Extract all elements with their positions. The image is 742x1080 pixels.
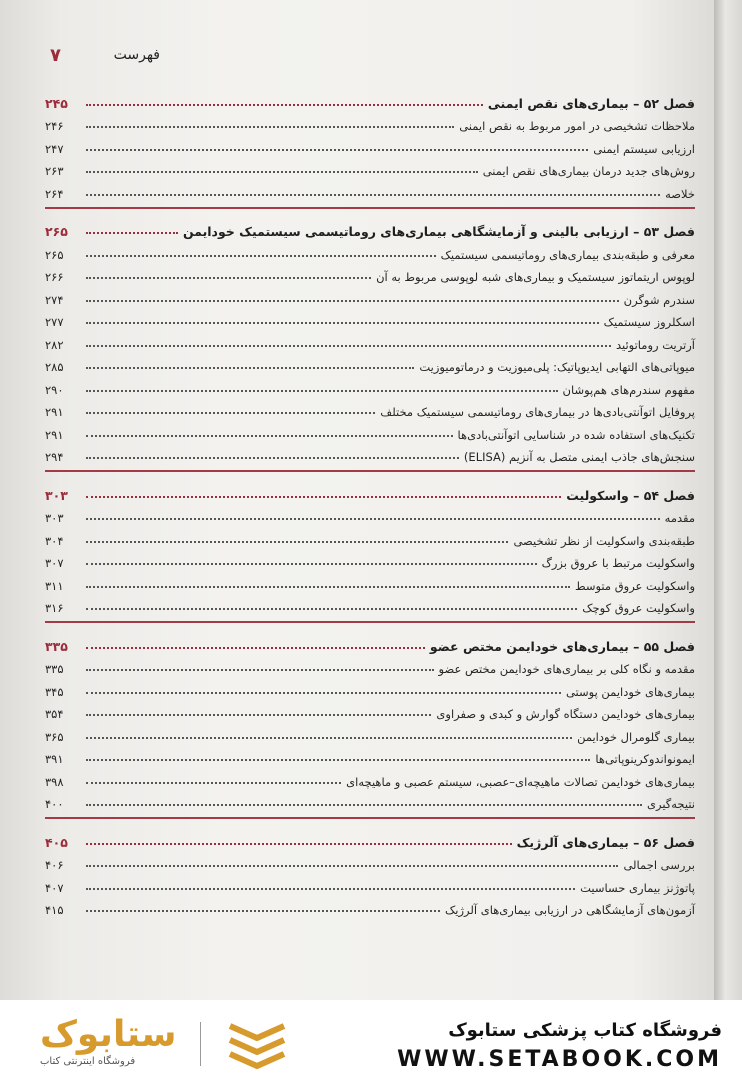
chapter-separator: [45, 621, 695, 623]
dot-leader: [86, 345, 611, 347]
toc-entry-page: ۲۸۵: [45, 360, 64, 374]
adjacent-page-edge: [714, 0, 742, 1000]
dot-leader: [86, 390, 558, 392]
toc-entry-page: ۲۴۷: [45, 141, 64, 156]
toc-entry-page: ۲۹۰: [45, 382, 64, 397]
book-stack-icon: [226, 1018, 288, 1070]
toc-entry: [45, 397, 695, 420]
dot-leader: [86, 457, 459, 459]
toc-entry-page: ۳۴۵: [45, 684, 64, 699]
dot-leader: [86, 171, 478, 173]
toc-entry: [45, 654, 695, 677]
dot-leader: [86, 759, 590, 761]
toc-entry: [45, 789, 695, 812]
toc-entry: [45, 307, 695, 330]
toc-entry-page: ۳۰۷: [45, 556, 64, 570]
dot-leader: [86, 843, 512, 845]
toc-entry: [45, 721, 695, 744]
toc-entry-title: مفهوم سندرم‌های هم‌پوشان: [562, 382, 695, 397]
toc-entry: [45, 133, 695, 156]
toc-entry-title: مقدمه: [664, 511, 695, 525]
toc-entry-title: مقدمه و نگاه کلی بر بیماری‌های خودایمن مختص عضو: [438, 662, 695, 676]
toc-entry-page: ۳۵۴: [45, 707, 64, 721]
toc-entry: [45, 699, 695, 722]
toc-entry: [45, 676, 695, 699]
toc-entry-page: ۲۹۱: [45, 405, 64, 419]
chapter-heading-title: فصل ۵۵ – بیماری‌های خودایمن مختص عضو: [429, 638, 695, 654]
toc-entry-page: ۲۴۶: [45, 119, 64, 133]
toc-entry-page: ۳۹۱: [45, 752, 64, 766]
toc-entry-page: ۳۹۸: [45, 774, 64, 789]
toc-entry-page: ۲۷۷: [45, 315, 64, 329]
chapter-heading: [45, 827, 695, 850]
toc-entry-page: ۴۱۵: [45, 903, 64, 917]
store-banner: [0, 1000, 742, 1080]
toc-entry: [45, 419, 695, 442]
toc-entry-title: ملاحظات تشخیصی در امور مربوط به نقص ایمنی: [459, 119, 695, 133]
chapter-heading: [45, 217, 695, 240]
dot-leader: [86, 804, 642, 806]
toc-entry: [45, 850, 695, 873]
toc-entry-title: نتیجه‌گیری: [646, 797, 695, 811]
toc-entry-title: معرفی و طبقه‌بندی بیماری‌های روماتیسمی سیستمیک: [440, 247, 695, 262]
toc-entry-page: ۳۰۳: [45, 511, 64, 525]
chapter-heading-title: فصل ۵۳ – ارزیابی بالینی و آزمایشگاهی بیماری‌های روماتیسمی سیستمیک خودایمن: [182, 224, 695, 239]
chapter-heading-page: ۲۴۵: [45, 95, 68, 111]
toc-entry: [45, 744, 695, 767]
dot-leader: [86, 888, 575, 890]
toc-entry-title: بیماری‌های خودایمن دستگاه گوارش و کبدی و صفراوی: [436, 707, 695, 721]
dot-leader: [86, 255, 436, 257]
toc-entry-title: طبقه‌بندی واسکولیت از نظر تشخیصی: [513, 533, 695, 548]
toc-entry-title: سنجش‌های جاذب ایمنی متصل به آنزیم (ELISA): [463, 450, 695, 464]
chapter-heading: [45, 631, 695, 654]
toc-entry-page: ۳۶۵: [45, 729, 64, 744]
toc-entry-page: ۴۰۰: [45, 797, 64, 811]
toc-entry-title: روش‌های جدید درمان بیماری‌های نقص ایمنی: [482, 164, 695, 178]
toc-entry: [45, 442, 695, 465]
toc-entry-page: ۲۷۴: [45, 292, 64, 307]
toc-entry: [45, 178, 695, 201]
toc-entry-title: خلاصه: [665, 186, 695, 201]
chapter-heading-page: ۳۰۳: [45, 487, 68, 503]
toc-entry-page: ۴۰۷: [45, 880, 64, 895]
toc-entry: [45, 374, 695, 397]
dot-leader: [86, 692, 561, 694]
toc-entry-title: بیماری‌های خودایمن تصالات ماهیچه‌ای–عصبی، سیستم عصبی و ماهیچه‌ای: [346, 774, 695, 789]
toc-entry: [45, 525, 695, 548]
dot-leader: [86, 496, 561, 498]
chapter-separator: [45, 470, 695, 472]
toc-entry-title: اسکلروز سیستمیک: [603, 315, 695, 329]
toc-entry: [45, 352, 695, 375]
dot-leader: [86, 647, 425, 649]
toc-entry: [45, 895, 695, 918]
toc-entry-title: لوپوس اریتماتوز سیستمیک و بیماری‌های شبه لوپوسی مربوط به آن: [376, 270, 695, 284]
toc-entry-title: آزمون‌های آزمایشگاهی در ارزیابی بیماری‌های آلرژیک: [444, 903, 695, 917]
dot-leader: [86, 910, 440, 912]
toc-entry: [45, 872, 695, 895]
toc-entry-page: ۲۶۶: [45, 270, 64, 284]
toc-entry: [45, 329, 695, 352]
toc-entry-title: میوپاتی‌های التهابی ایدیوپاتیک: پلی‌میوزیت و درماتومیوزیت: [419, 360, 695, 374]
toc-entry-page: ۲۶۳: [45, 164, 64, 178]
toc-entry-title: بررسی اجمالی: [623, 858, 695, 872]
toc-entry-page: ۲۸۲: [45, 337, 64, 352]
logo-divider: [200, 1022, 201, 1066]
toc-entry: [45, 111, 695, 134]
dot-leader: [86, 737, 572, 739]
dot-leader: [86, 300, 619, 302]
toc-entry-page: ۲۶۴: [45, 186, 64, 201]
page-title: فهرست: [113, 47, 160, 63]
logo-subtitle: فروشگاه اینترنتی کتاب: [40, 1056, 136, 1067]
toc-entry-title: واسکولیت عروق کوچک: [582, 601, 695, 615]
toc-entry: [45, 284, 695, 307]
chapter-separator: [45, 817, 695, 819]
dot-leader: [86, 277, 371, 279]
toc-entry-title: ارزیابی سیستم ایمنی: [593, 141, 695, 156]
toc-entry-title: واسکولیت عروق متوسط: [574, 578, 695, 593]
toc-entry: [45, 503, 695, 526]
dot-leader: [86, 126, 454, 128]
dot-leader: [86, 435, 453, 437]
dot-leader: [86, 563, 537, 565]
dot-leader: [86, 367, 414, 369]
chapter-heading-title: فصل ۵۴ – واسکولیت: [566, 487, 695, 503]
toc-entry-page: ۲۹۱: [45, 427, 64, 442]
dot-leader: [86, 782, 341, 784]
toc-entry-title: تکنیک‌های استفاده شده در شناسایی اتوآنتی‌بادی‌ها: [457, 427, 695, 442]
toc-entry-title: سندرم شوگرن: [623, 292, 695, 307]
toc-entry-title: پاتوژنز بیماری حساسیت: [580, 880, 695, 895]
toc-entry: [45, 156, 695, 179]
dot-leader: [86, 586, 570, 588]
chapter-heading-page: ۲۶۵: [45, 224, 68, 239]
toc-entry-title: واسکولیت مرتبط با عروق بزرگ: [541, 556, 695, 570]
toc-entry: [45, 570, 695, 593]
dot-leader: [86, 322, 599, 324]
toc-entry-page: ۲۹۴: [45, 450, 64, 464]
chapter-heading-title: فصل ۵۲ – بیماری‌های نقص ایمنی: [487, 95, 695, 111]
toc-entry: [45, 766, 695, 789]
page-header: [50, 40, 160, 70]
chapter-separator: [45, 207, 695, 209]
chapter-heading: [45, 480, 695, 503]
toc-entry-title: پروفایل اتوآنتی‌بادی‌ها در بیماری‌های روماتیسمی سیستمیک مختلف: [380, 405, 695, 419]
dot-leader: [86, 865, 618, 867]
store-logo[interactable]: [30, 1014, 300, 1072]
toc-entry: [45, 262, 695, 285]
chapter-heading-page: ۴۰۵: [45, 834, 68, 850]
logo-text: ستابوک: [40, 1014, 177, 1055]
dot-leader: [86, 412, 375, 414]
dot-leader: [86, 149, 588, 151]
dot-leader: [86, 104, 483, 106]
store-url[interactable]: WWW.SETABOOK.COM: [397, 1047, 722, 1072]
dot-leader: [86, 194, 660, 196]
toc-entry: [45, 239, 695, 262]
table-of-contents: [45, 88, 695, 917]
dot-leader: [86, 232, 178, 234]
toc-entry-title: آرتریت روماتوئید: [615, 337, 695, 352]
dot-leader: [86, 669, 434, 671]
toc-entry-page: ۲۶۵: [45, 247, 64, 262]
toc-entry-title: بیماری‌های خودایمن پوستی: [565, 684, 695, 699]
toc-entry-page: ۳۱۱: [45, 578, 64, 593]
page-number: ۷: [50, 44, 61, 66]
chapter-heading-title: فصل ۵۶ – بیماری‌های آلرژیک: [516, 834, 695, 850]
dot-leader: [86, 518, 660, 520]
dot-leader: [86, 714, 431, 716]
toc-entry: [45, 548, 695, 571]
chapter-heading: [45, 88, 695, 111]
toc-entry-page: ۳۰۴: [45, 533, 64, 548]
toc-entry-title: ایمونواندوکرینوپاتی‌ها: [595, 752, 695, 766]
dot-leader: [86, 541, 508, 543]
toc-entry-page: ۳۱۶: [45, 601, 64, 615]
toc-entry: [45, 593, 695, 616]
toc-entry-page: ۳۳۵: [45, 662, 64, 676]
chapter-heading-page: ۳۳۵: [45, 638, 68, 654]
toc-entry-page: ۴۰۶: [45, 858, 64, 872]
toc-entry-title: بیماری گلومرال خودایمن: [577, 729, 695, 744]
store-name: فروشگاه کتاب پزشکی ستابوک: [448, 1020, 722, 1041]
dot-leader: [86, 608, 577, 610]
